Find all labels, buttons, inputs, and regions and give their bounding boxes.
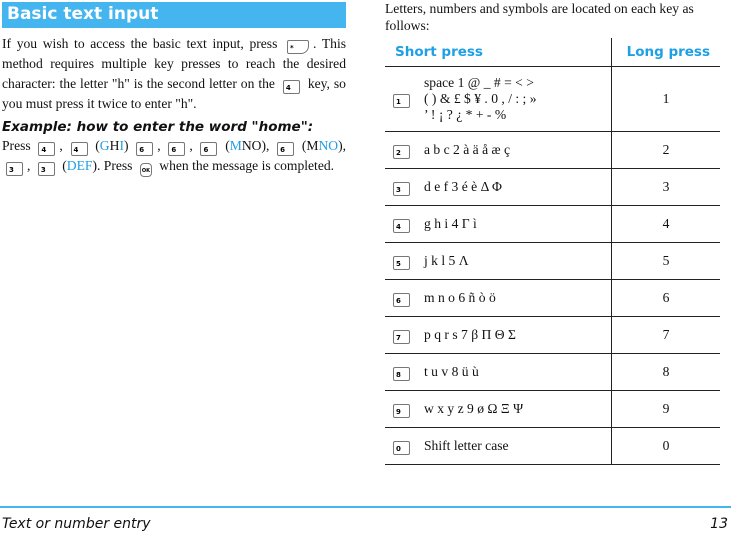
key-1-icon: 1: [393, 94, 410, 108]
table-row: [385, 317, 720, 354]
key-0-icon: 0: [393, 441, 410, 455]
key-8-icon: 8: [393, 367, 410, 381]
table-row: [385, 67, 720, 132]
text: I: [119, 138, 124, 153]
text: NO: [318, 138, 339, 153]
text: ),: [261, 138, 270, 153]
header-long-press: Long press: [612, 38, 721, 67]
key-6-icon: 6: [277, 142, 294, 156]
key-mapping-table: [385, 38, 720, 465]
long-press-value: 6: [612, 280, 721, 317]
intro-paragraph: [2, 34, 346, 113]
short-press-chars: w x y z 9 ø Ω Ξ Ψ: [424, 391, 612, 428]
text: ). Press: [92, 158, 133, 173]
key-3-icon: 3: [393, 182, 410, 196]
text: (: [95, 138, 100, 153]
header-short-press: Short press: [395, 44, 483, 60]
text: DEF: [66, 158, 93, 173]
table-row: [385, 132, 720, 169]
text: ,: [59, 138, 63, 153]
footer-title: Text or number entry: [2, 516, 151, 532]
key-6-icon: 6: [200, 142, 217, 156]
short-press-chars: d e f 3 é è Δ Φ: [424, 169, 612, 206]
text: ,: [27, 158, 31, 173]
short-press-chars: a b c 2 à ä å æ ç: [424, 132, 612, 169]
short-press-chars: t u v 8 ü ù: [424, 354, 612, 391]
long-press-value: 4: [612, 206, 721, 243]
text: H: [109, 138, 120, 153]
long-press-value: 7: [612, 317, 721, 354]
table-row: [385, 206, 720, 243]
key-9-icon: 9: [393, 404, 410, 418]
text: If you wish to access the basic text input, press: [2, 36, 278, 51]
long-press-value: 8: [612, 354, 721, 391]
table-row: [385, 169, 720, 206]
short-press-chars: space 1 @ _ # = < > ( ) & £ $ ¥ . 0 , / : ; » ’ ! ¡ ? ¿ * + - %: [424, 67, 612, 132]
table-row: [385, 243, 720, 280]
text: G: [99, 138, 110, 153]
text: . This method requires multiple key presses to reach the desired character: the letter "h" is the second letter on the: [2, 36, 347, 91]
key-4-icon: 4: [283, 80, 300, 94]
short-press-chars: m n o 6 ñ ò ö: [424, 280, 612, 317]
text: (: [62, 158, 67, 173]
text: key, so you must press it twice to enter "h".: [2, 75, 346, 111]
text: ,: [157, 138, 161, 153]
table-row: [385, 280, 720, 317]
text: (M: [301, 138, 319, 153]
star-key-icon: *: [287, 40, 309, 54]
short-press-chars: j k l 5 Λ: [424, 243, 612, 280]
right-column: [385, 0, 721, 465]
key-6-icon: 6: [393, 293, 410, 307]
key-6-icon: 6: [136, 142, 153, 156]
short-press-chars: Shift letter case: [424, 428, 612, 465]
example-paragraph: [2, 136, 346, 177]
text: when the message is completed.: [159, 158, 335, 173]
left-column: [2, 2, 346, 177]
key-4-icon: 4: [393, 219, 410, 233]
key-3-icon: 3: [38, 162, 55, 176]
table-row: [385, 354, 720, 391]
ok-key-icon: OK: [140, 163, 152, 177]
long-press-value: 9: [612, 391, 721, 428]
text: M: [229, 138, 242, 153]
long-press-value: 5: [612, 243, 721, 280]
key-4-icon: 4: [38, 142, 55, 156]
text: Press: [2, 138, 31, 153]
key-2-icon: 2: [393, 145, 410, 159]
key-6-icon: 6: [168, 142, 185, 156]
footer: [0, 506, 731, 532]
key-3-icon: 3: [6, 162, 23, 176]
long-press-value: 1: [612, 67, 721, 132]
text: (: [225, 138, 230, 153]
table-intro: Letters, numbers and symbols are located on each key as follows:: [385, 1, 694, 33]
long-press-value: 0: [612, 428, 721, 465]
section-header: Basic text input: [2, 2, 346, 28]
text: NO: [241, 138, 262, 153]
example-heading: Example: how to enter the word "home":: [2, 119, 314, 135]
long-press-value: 3: [612, 169, 721, 206]
text: ),: [338, 138, 347, 153]
text: ,: [189, 138, 193, 153]
key-5-icon: 5: [393, 256, 410, 270]
table-row: [385, 428, 720, 465]
key-4-icon: 4: [71, 142, 88, 156]
text: ): [123, 138, 129, 153]
short-press-chars: p q r s 7 β Π Θ Σ: [424, 317, 612, 354]
short-press-chars: g h i 4 Γ ì: [424, 206, 612, 243]
table-row: [385, 391, 720, 428]
key-7-icon: 7: [393, 330, 410, 344]
page-number: 13: [710, 516, 728, 532]
long-press-value: 2: [612, 132, 721, 169]
